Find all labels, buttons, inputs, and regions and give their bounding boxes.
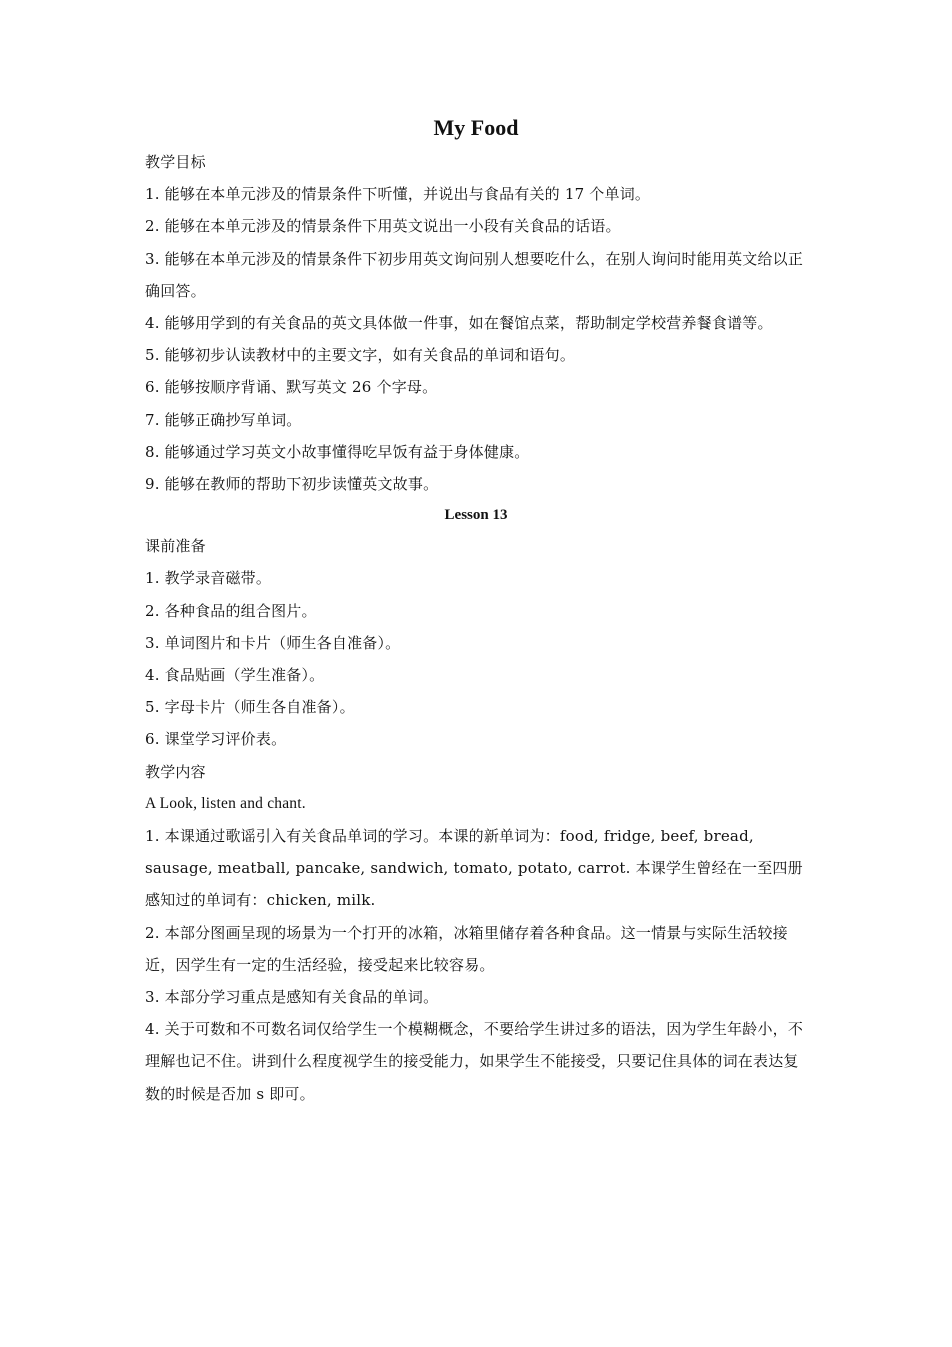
lesson-title: Lesson 13 [444,507,508,524]
goal-item: 6. 能够按顺序背诵、默写英文 26 个字母。 [145,378,438,397]
content-item: 2. 本部分图画呈现的场景为一个打开的冰箱，冰箱里储存着各种食品。这一情景与实际生活较接近，因学生有一定的生活经验，接受起来比较容易。 [145,923,788,974]
goal-item: 5. 能够初步认读教材中的主要文字，如有关食品的单词和语句。 [145,346,576,365]
prep-item: 3. 单词图片和卡片（师生各自准备）。 [145,633,401,652]
prep-heading: 课前准备 [145,537,206,556]
prep-item: 4. 食品贴画（学生准备）。 [145,666,325,685]
document-title: My Food [433,115,519,140]
prep-item: 1. 教学录音磁带。 [145,569,272,588]
goals-heading: 教学目标 [145,153,206,171]
prep-item: 2. 各种食品的组合图片。 [145,601,317,620]
content-item: 1. 本课通过歌谣引入有关食品单词的学习。本课的新单词为：food, fridge, beef, bread, sausage, meatball, pancake, sandwich, tomato, potato, carrot. 本课学生曾经在一至四册感知过的单词有：chicken, milk. [145,827,803,910]
content-heading: 教学内容 [145,762,206,781]
goal-item: 4. 能够用学到的有关食品的英文具体做一件事，如在餐馆点菜，帮助制定学校营养餐食谱等。 [145,314,773,333]
content-item: 3. 本部分学习重点是感知有关食品的单词。 [145,988,439,1007]
prep-item: 6. 课堂学习评价表。 [145,730,287,749]
goal-item: 8. 能够通过学习英文小故事懂得吃早饭有益于身体健康。 [145,442,530,461]
goal-item: 3. 能够在本单元涉及的情景条件下初步用英文询问别人想要吃什么，在别人询问时能用英文给以正确回答。 [145,249,804,300]
prep-item: 5. 字母卡片（师生各自准备）。 [145,698,355,717]
section-a-heading: A Look, listen and chant. [145,794,306,812]
goal-item: 7. 能够正确抄写单词。 [145,410,302,429]
content-item: 4. 关于可数和不可数名词仅给学生一个模糊概念，不要给学生讲过多的语法，因为学生年龄小，不理解也记不住。讲到什么程度视学生的接受能力，如果学生不能接受，只要记住具体的词在表达复数的时候是否加 s 即可。 [145,1020,804,1103]
goal-item: 2. 能够在本单元涉及的情景条件下用英文说出一小段有关食品的话语。 [145,217,621,236]
goal-item: 1. 能够在本单元涉及的情景条件下听懂，并说出与食品有关的 17 个单词。 [145,185,651,204]
document-page [145,110,805,1110]
goal-item: 9. 能够在教师的帮助下初步读懂英文故事。 [145,475,439,494]
